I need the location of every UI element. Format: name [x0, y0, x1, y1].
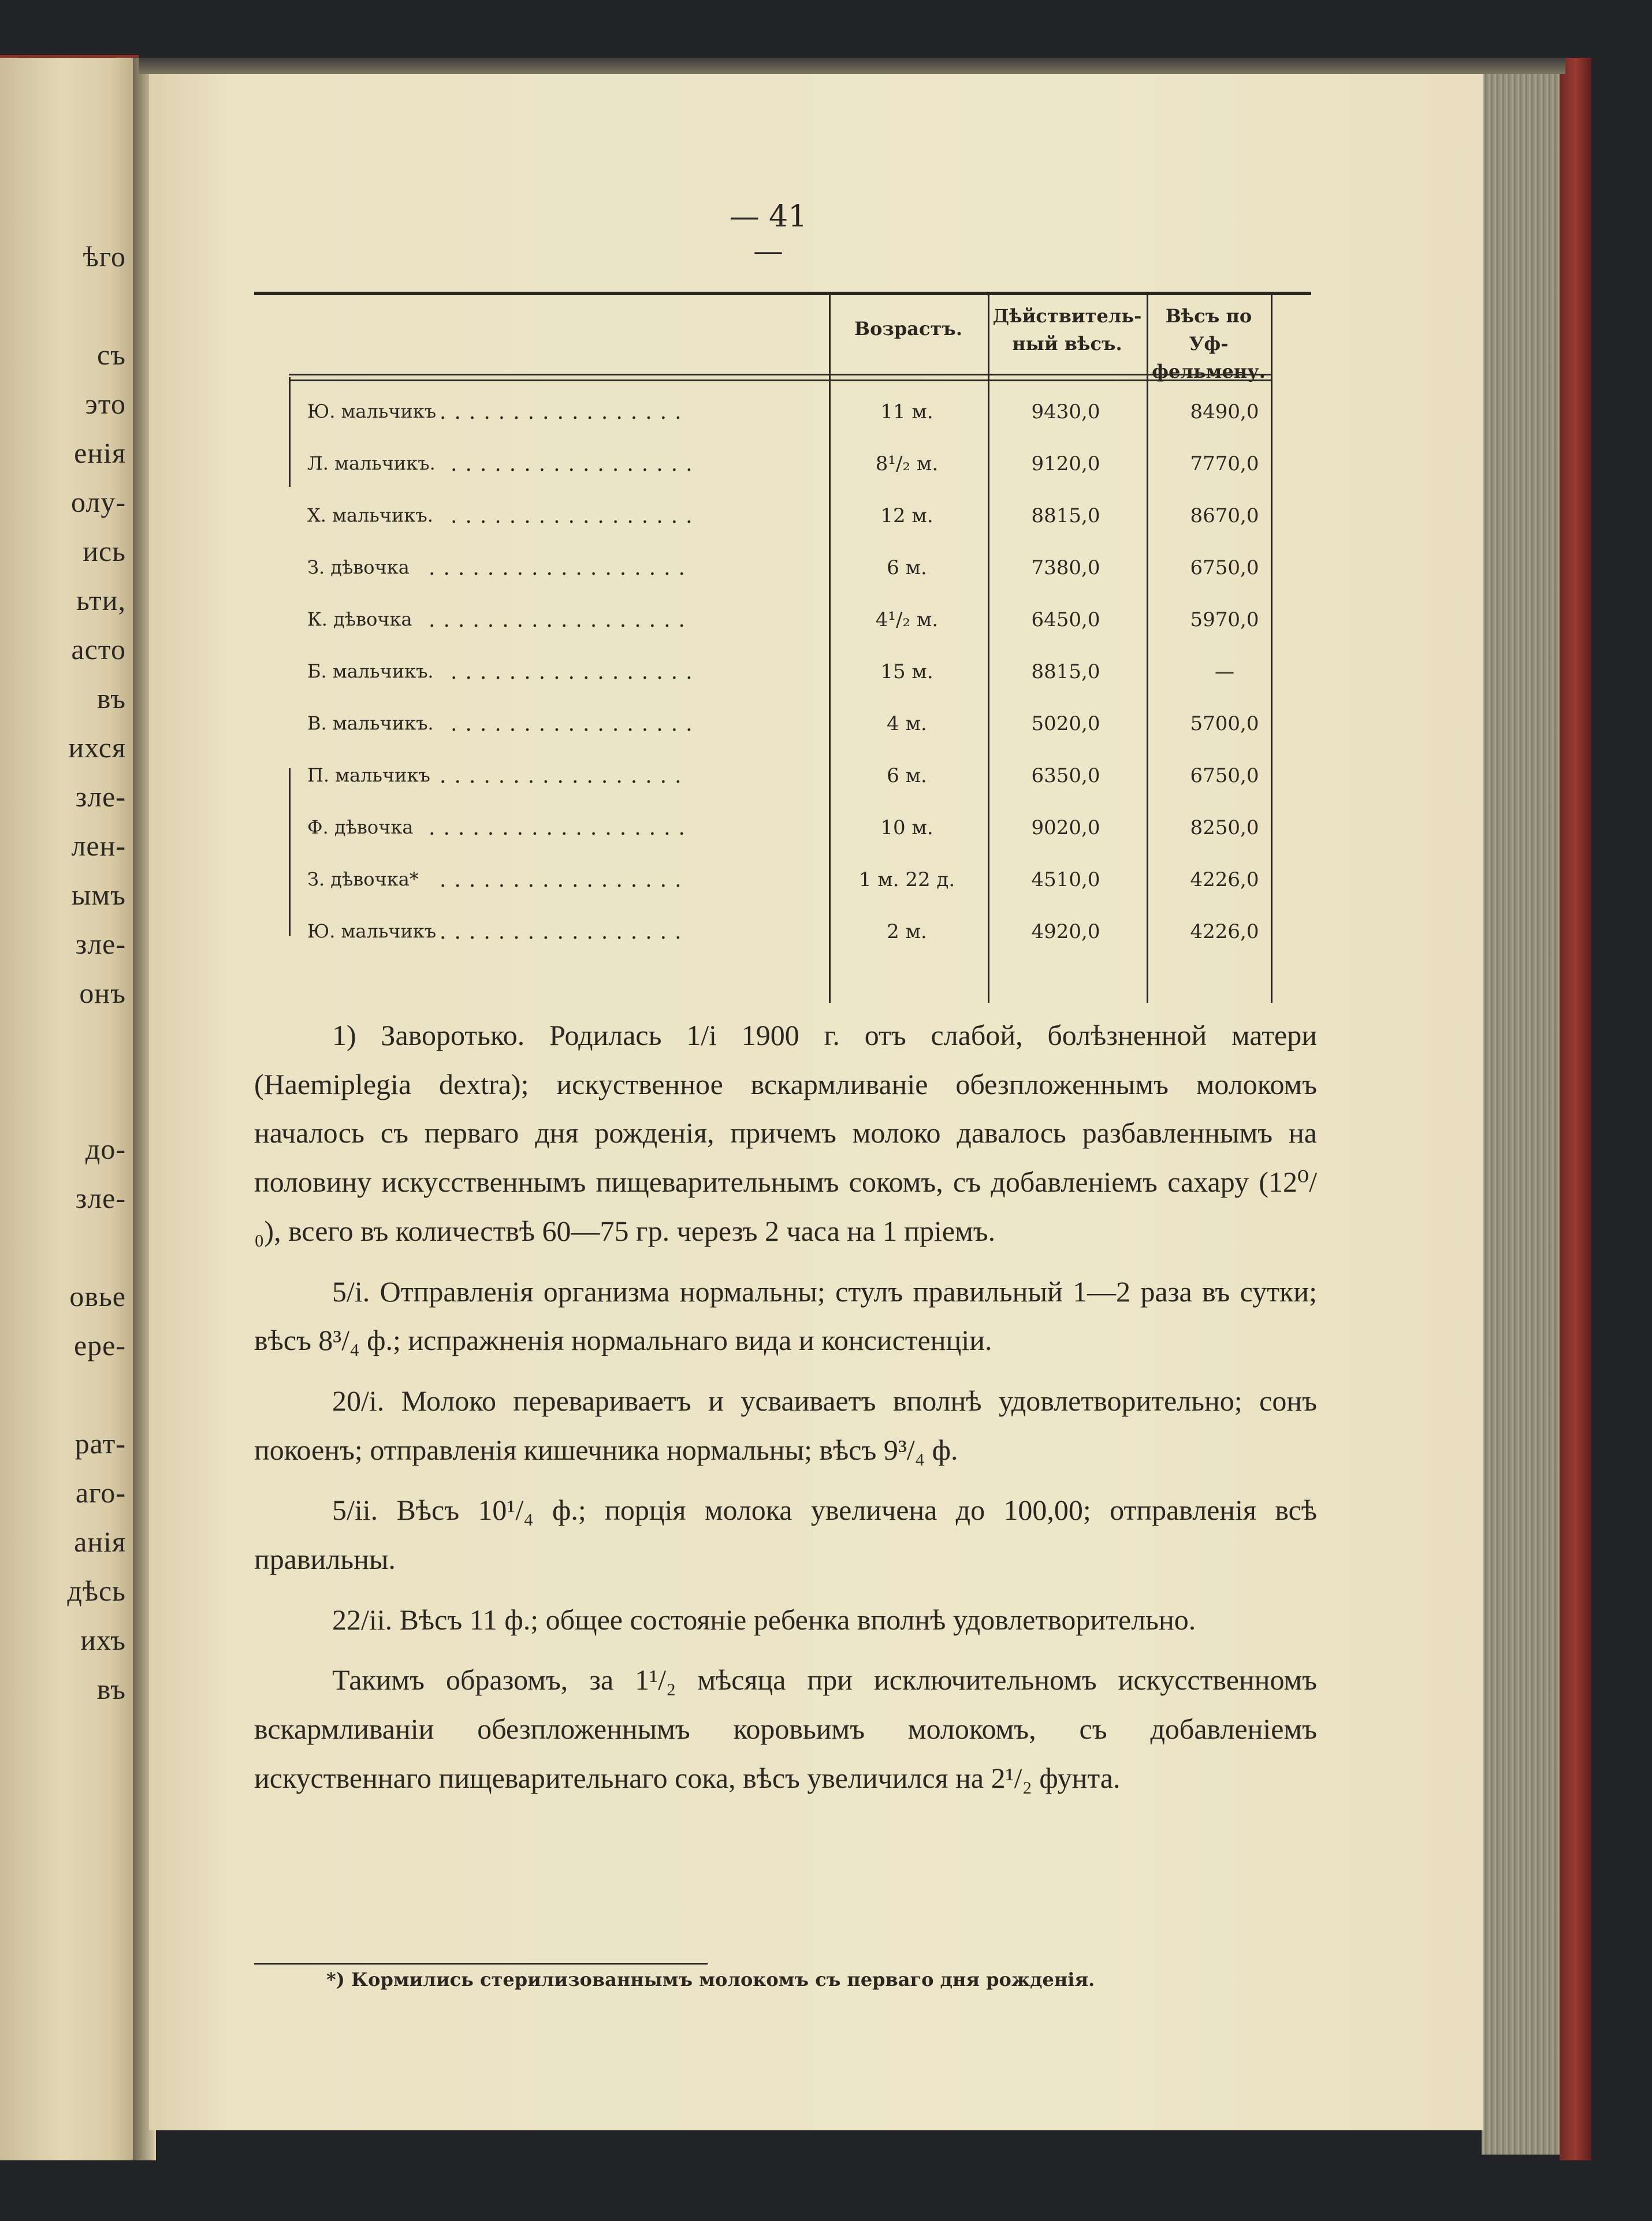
paragraph-entry-5-1: 5/і. Отправленія организма нормальны; стулъ правильный 1—2 раза въ сутки; вѣсъ 8³/₄ ф.; испражненія нормальнаго вида и консистенціи. — [254, 1275, 1317, 1357]
left-page-text-fragment: лен- — [71, 829, 126, 862]
uffelmann-weight-cell: 4226,0 — [1190, 920, 1259, 943]
header-actual-weight-line1: Дѣйствитель- — [992, 305, 1142, 327]
child-name: Х. мальчикъ. — [307, 504, 433, 526]
paragraph-entry-5-2: 5/ii. Вѣсъ 10¹/₄ ф.; порція молока увеличена до 100,00; отправленія всѣ правильны. — [254, 1494, 1317, 1576]
footnote: *) Кормились стерилизованнымъ молокомъ съ перваго дня рожденія. — [326, 1969, 1095, 1991]
left-page-text-fragment: это — [85, 388, 126, 420]
header-uffelmann-weight — [1147, 302, 1271, 385]
child-name: П. мальчикъ — [307, 764, 430, 786]
age-cell: 10 м. — [880, 816, 933, 839]
age-cell: 15 м. — [880, 660, 933, 683]
body-text — [254, 1011, 1317, 1803]
actual-weight-cell: 5020,0 — [1031, 712, 1100, 735]
child-name: Ю. мальчикъ — [307, 400, 437, 422]
uffelmann-weight-cell: 4226,0 — [1190, 868, 1259, 891]
age-cell: 12 м. — [880, 504, 933, 527]
table-row — [289, 754, 1271, 806]
actual-weight-cell: 9020,0 — [1031, 816, 1100, 839]
child-name: В. мальчикъ. — [307, 712, 434, 734]
paragraph-conclusion: Такимъ образомъ, за 1¹/₂ мѣсяца при исключительномъ искусственномъ вскармливаніи обезпложеннымъ коровьимъ молокомъ, съ добавленіемъ искуственнаго пищеварительнаго сока, вѣсъ увеличился на 2¹/₂ фунта. — [254, 1664, 1317, 1794]
actual-weight-cell: 4920,0 — [1031, 920, 1100, 943]
left-page-text-fragment: онъ — [79, 977, 126, 1009]
table-row — [289, 390, 1271, 442]
left-page-text-fragment: овье — [69, 1280, 126, 1312]
uffelmann-weight-cell: 6750,0 — [1190, 764, 1259, 787]
uffelmann-weight-cell: — — [1215, 660, 1234, 683]
left-page-text-fragment: аго- — [75, 1476, 126, 1509]
dot-leader: ................. — [440, 764, 690, 788]
header-uffelmann-weight-line2: фельмену. — [1152, 360, 1266, 382]
left-page-text-fragment: зле- — [75, 1182, 126, 1214]
left-page-text-fragment: ьти, — [76, 584, 126, 616]
header-actual-weight-line2: ный вѣсъ. — [1012, 333, 1122, 355]
paragraph-entry-20-1: 20/і. Молоко перевариваетъ и усваиваетъ вполнѣ удовлетворительно; сонъ покоенъ; отправленія кишечника нормальны; вѣсъ 9³/₄ ф. — [254, 1384, 1317, 1466]
uffelmann-weight-cell: 5700,0 — [1190, 712, 1259, 735]
dot-leader: ................. — [440, 868, 690, 892]
table-row — [289, 806, 1271, 858]
header-actual-weight — [988, 302, 1147, 358]
age-cell: 4¹/₂ м. — [875, 608, 939, 631]
left-page-text-fragment: ере- — [73, 1329, 126, 1361]
dot-leader: ................. — [451, 504, 701, 528]
table-row — [289, 494, 1271, 546]
child-name: З. дѣвочка — [307, 556, 410, 578]
left-page-text-fragment: дѣсь — [67, 1575, 126, 1607]
left-page-text-fragment: съ — [96, 338, 126, 371]
left-page-text-fragment: ись — [83, 535, 126, 567]
left-page-text-fragment: въ — [96, 1673, 126, 1705]
uffelmann-weight-cell: 8250,0 — [1190, 816, 1259, 839]
actual-weight-cell: 7380,0 — [1031, 556, 1100, 579]
page-top-edge — [139, 58, 1565, 74]
table-row — [289, 858, 1271, 910]
table-header-rule — [289, 374, 1271, 375]
table-top-rule — [254, 292, 1311, 295]
dot-leader: ................. — [451, 660, 701, 684]
uffelmann-weight-cell: 7770,0 — [1190, 452, 1259, 475]
table-row — [289, 442, 1271, 494]
table-row — [289, 650, 1271, 702]
left-page-text-fragment: рат- — [75, 1427, 126, 1460]
left-page-text-fragment: асто — [71, 633, 126, 665]
table-row — [289, 910, 1271, 962]
uffelmann-weight-cell: 6750,0 — [1190, 556, 1259, 579]
age-cell: 6 м. — [887, 556, 927, 579]
actual-weight-cell: 9120,0 — [1031, 452, 1100, 475]
child-name: З. дѣвочка* — [307, 868, 419, 890]
age-cell: 4 м. — [887, 712, 927, 735]
left-page-text-fragment: ѣго — [83, 240, 126, 273]
age-cell: 1 м. 22 д. — [858, 868, 955, 891]
header-uffelmann-weight-line1: Вѣсъ по Уф- — [1165, 305, 1252, 355]
actual-weight-cell: 8815,0 — [1031, 504, 1100, 527]
table-row — [289, 546, 1271, 598]
table-row — [289, 702, 1271, 754]
left-page-text-fragment: ихся — [68, 731, 126, 764]
left-page-text-fragment: до- — [85, 1133, 126, 1165]
left-page-text-fragment: зле- — [75, 780, 126, 813]
child-name: К. дѣвочка — [307, 608, 412, 630]
child-name: Л. мальчикъ. — [307, 452, 436, 474]
dot-leader: ................. — [440, 920, 690, 944]
paragraph-entry-22-2: 22/ii. Вѣсъ 11 ф.; общее состояніе ребенка вполнѣ удовлетворительно. — [332, 1603, 1196, 1636]
age-cell: 6 м. — [887, 764, 927, 787]
left-page-text-fragment: зле- — [75, 928, 126, 960]
actual-weight-cell: 8815,0 — [1031, 660, 1100, 683]
left-page-text-fragment: въ — [96, 682, 126, 715]
footnote-rule — [254, 1963, 708, 1965]
dot-leader: ................. — [451, 712, 701, 736]
dot-leader: ................. — [440, 400, 690, 424]
dot-leader: .................. — [429, 556, 693, 580]
child-name: Б. мальчикъ. — [307, 660, 434, 682]
uffelmann-weight-cell: 5970,0 — [1190, 608, 1259, 631]
uffelmann-weight-cell: 8670,0 — [1190, 504, 1259, 527]
child-name: Ю. мальчикъ — [307, 920, 437, 942]
left-page-text-fragment: анія — [74, 1526, 126, 1558]
left-page-text-fragment: олу- — [71, 486, 126, 518]
actual-weight-cell: 9430,0 — [1031, 400, 1100, 423]
child-name: Ф. дѣвочка — [307, 816, 414, 838]
header-age: Возрастъ. — [854, 318, 962, 340]
actual-weight-cell: 6450,0 — [1031, 608, 1100, 631]
left-page-text-fragment: енія — [74, 437, 126, 469]
book-cover — [1560, 58, 1591, 2160]
actual-weight-cell: 4510,0 — [1031, 868, 1100, 891]
uffelmann-weight-cell: 8490,0 — [1190, 400, 1259, 423]
actual-weight-cell: 6350,0 — [1031, 764, 1100, 787]
paragraph-case-history: 1) Заворотько. Родилась 1/і 1900 г. отъ слабой, болѣзненной матери (Haemiplegia dextra); искуственное вскармливаніе обезпложеннымъ молокомъ началось съ перваго дня рожденія, причемъ молоко давалось разбавленнымъ на половину искусственнымъ пищеварительнымъ сокомъ, съ добавленіемъ сахару (12⁰/₀), всего въ количествѣ 60—75 гр. черезъ 2 часа на 1 пріемъ. — [254, 1019, 1317, 1247]
left-page-text-fragment: ихъ — [80, 1624, 126, 1656]
table-row — [289, 598, 1271, 650]
dot-leader: .................. — [429, 816, 693, 840]
left-page-text-fragment: ымъ — [71, 879, 126, 911]
dot-leader: .................. — [429, 608, 693, 632]
age-cell: 2 м. — [887, 920, 927, 943]
left-page — [0, 58, 139, 2160]
dot-leader: ................. — [451, 452, 701, 476]
age-cell: 11 м. — [880, 400, 933, 423]
page-number: — 41 — — [729, 199, 808, 269]
table-header-rule-2 — [289, 380, 1271, 381]
age-cell: 8¹/₂ м. — [875, 452, 939, 475]
